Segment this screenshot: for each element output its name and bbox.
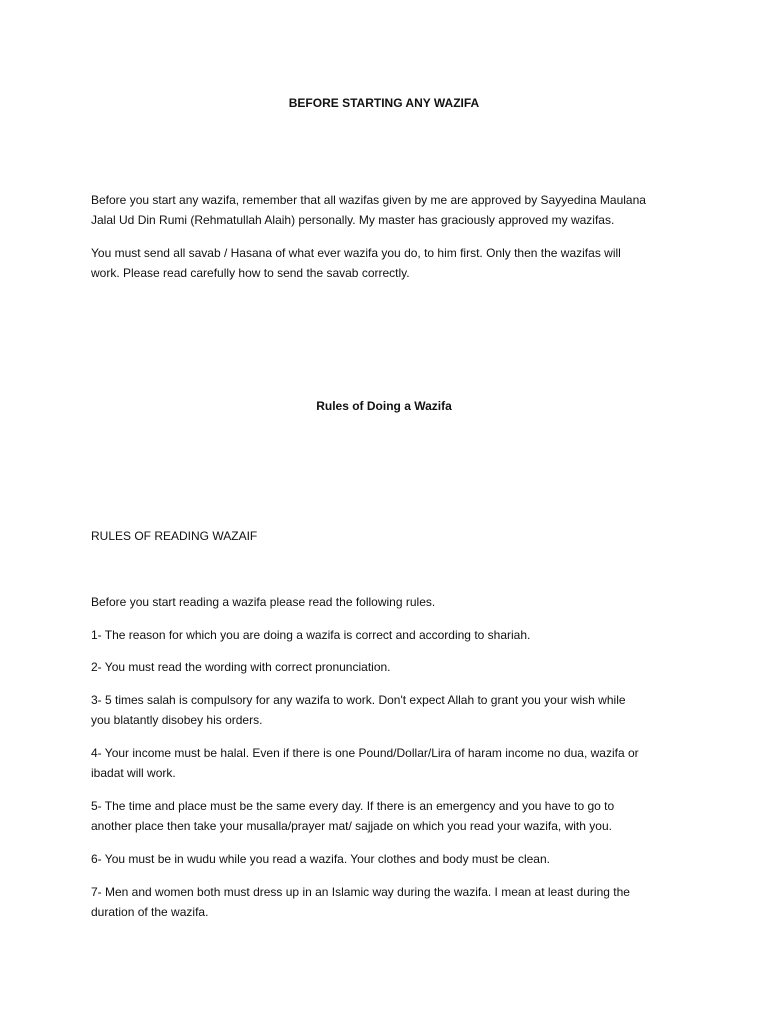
rule-4-line-2: ibadat will work. bbox=[91, 766, 176, 780]
rule-4-line-1: 4- Your income must be halal. Even if there is one Pound/Dollar/Lira of haram income no dua, wazifa or bbox=[91, 746, 639, 760]
rule-6-line-1: 6- You must be in wudu while you read a wazifa. Your clothes and body must be clean. bbox=[91, 852, 550, 866]
rule-3-line-2: you blatantly disobey his orders. bbox=[91, 713, 263, 727]
document-title: BEFORE STARTING ANY WAZIFA bbox=[288, 96, 480, 110]
rule-5-line-1: 5- The time and place must be the same every day. If there is an emergency and you have to go to bbox=[91, 799, 615, 813]
section-title: Rules of Doing a Wazifa bbox=[316, 399, 452, 413]
rule-2 bbox=[91, 657, 691, 677]
intro-paragraph-2 bbox=[91, 243, 691, 283]
rule-2-line-1: 2- You must read the wording with correct pronunciation. bbox=[91, 660, 391, 674]
intro-paragraph-2-line-1: You must send all savab / Hasana of what ever wazifa you do, to him first. Only then the wazifas will bbox=[91, 246, 621, 260]
rule-5 bbox=[91, 796, 691, 836]
rule-5-line-2: another place then take your musalla/prayer mat/ sajjade on which you read your wazifa, with you. bbox=[91, 819, 612, 833]
intro-paragraph-1-line-2: Jalal Ud Din Rumi (Rehmatullah Alaih) personally. My master has graciously approved my wazifas. bbox=[91, 213, 615, 227]
subsection-title: RULES OF READING WAZAIF bbox=[91, 529, 258, 543]
rules-intro: Before you start reading a wazifa please read the following rules. bbox=[91, 595, 436, 609]
rule-3 bbox=[91, 690, 691, 730]
rule-1-line-1: 1- The reason for which you are doing a wazifa is correct and according to shariah. bbox=[91, 628, 531, 642]
rule-7-line-1: 7- Men and women both must dress up in an Islamic way during the wazifa. I mean at least during the bbox=[91, 885, 630, 899]
rule-1 bbox=[91, 625, 691, 645]
intro-paragraph-1-line-1: Before you start any wazifa, remember that all wazifas given by me are approved by Sayyedina Maulana bbox=[91, 193, 646, 207]
intro-paragraph-2-line-2: work. Please read carefully how to send the savab correctly. bbox=[91, 266, 410, 280]
rule-4 bbox=[91, 743, 691, 783]
rule-6 bbox=[91, 849, 691, 869]
rule-3-line-1: 3- 5 times salah is compulsory for any wazifa to work. Don't expect Allah to grant you your wish while bbox=[91, 693, 626, 707]
intro-paragraph-1 bbox=[91, 190, 691, 230]
rule-7 bbox=[91, 882, 691, 922]
rule-7-line-2: duration of the wazifa. bbox=[91, 905, 209, 919]
